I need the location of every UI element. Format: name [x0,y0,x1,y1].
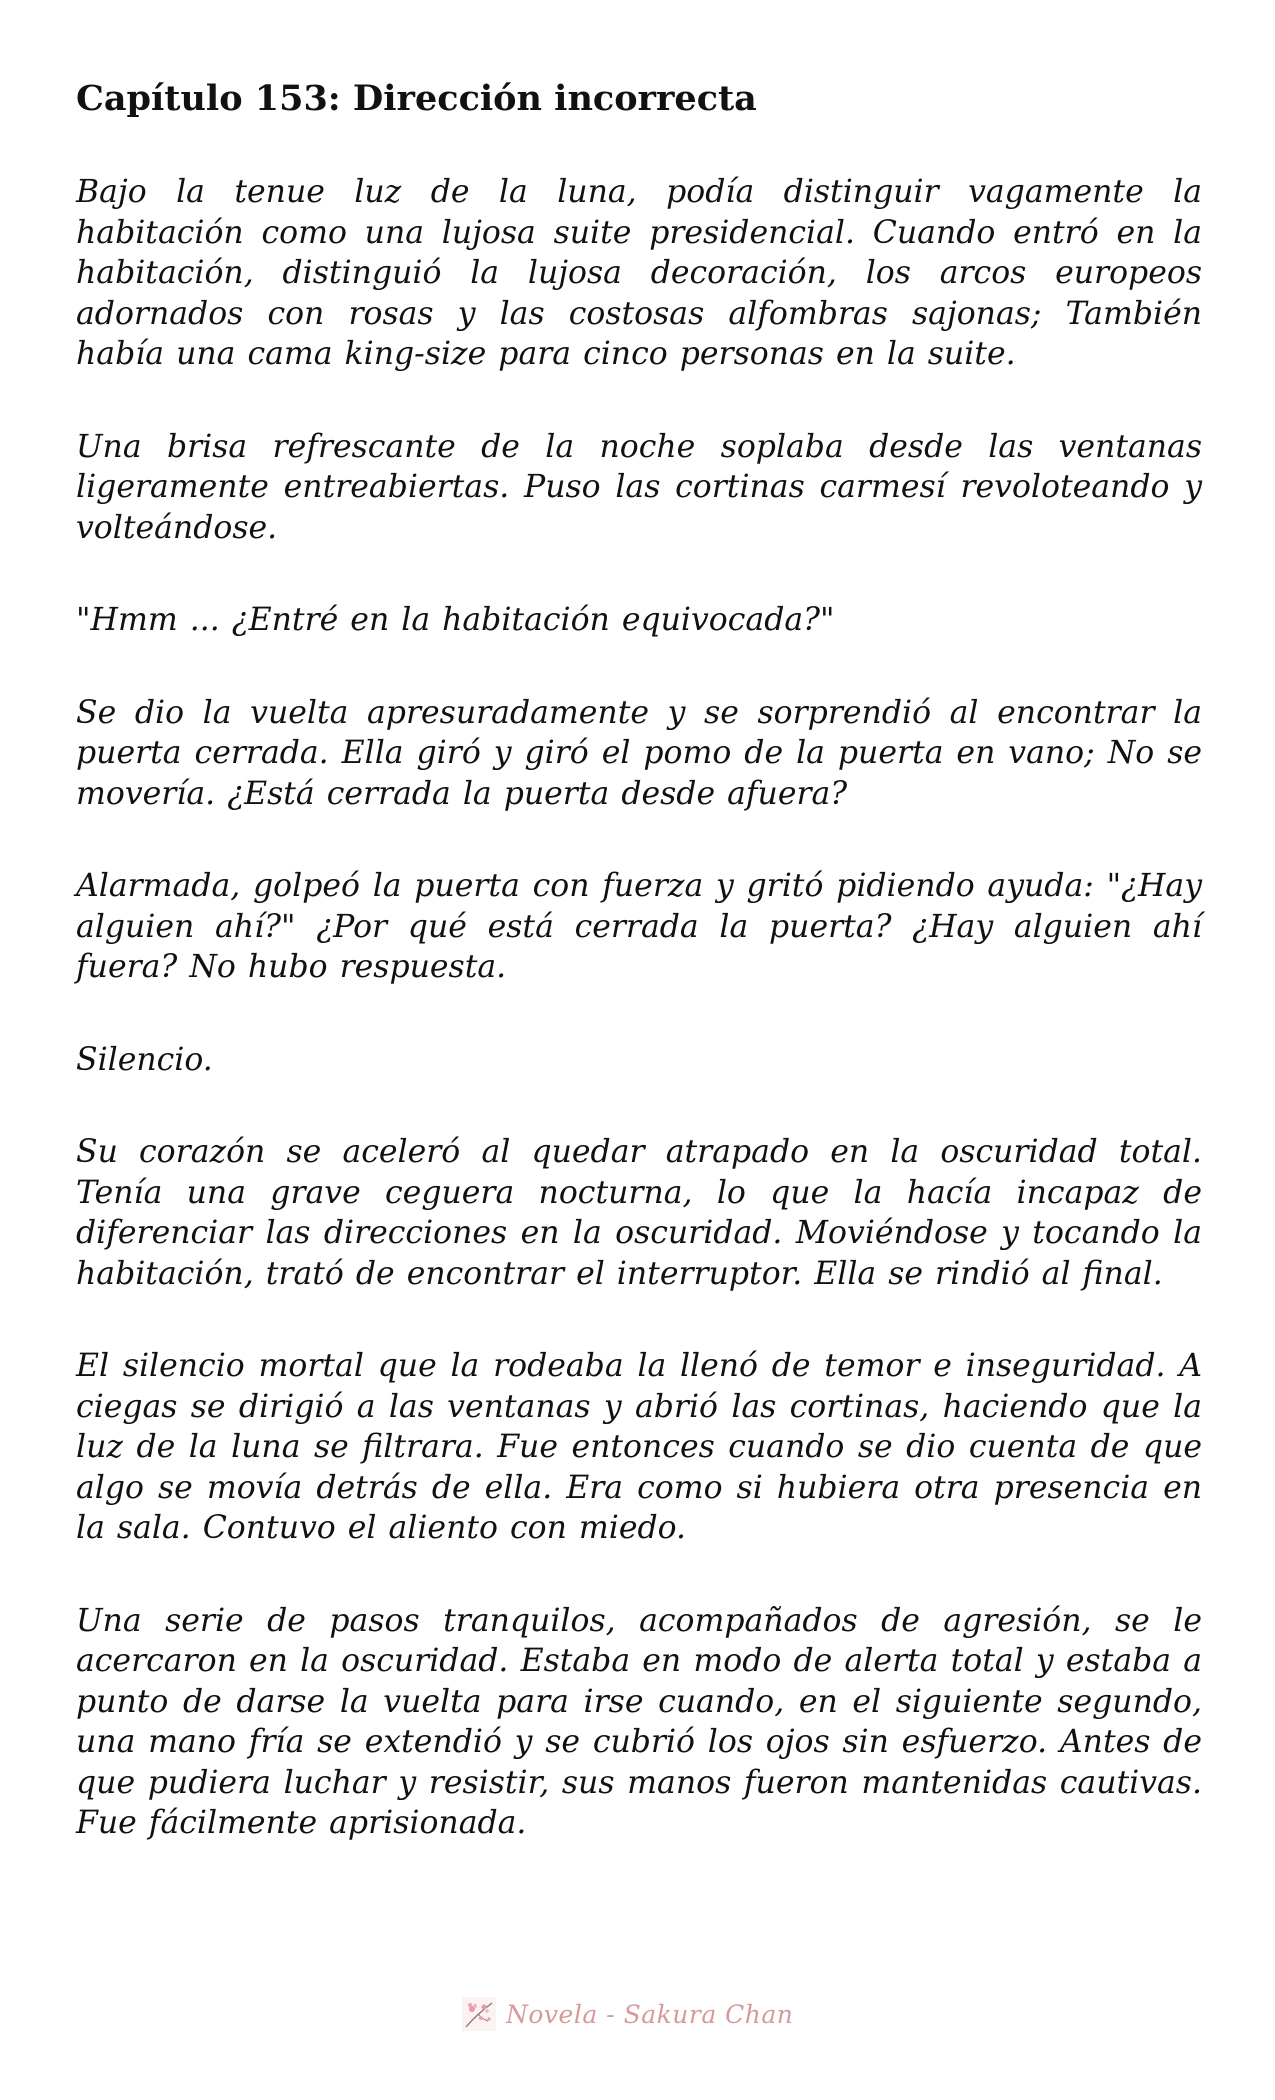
chapter-title: Capítulo 153: Dirección incorrecta [76,78,757,119]
paragraph: Una brisa refrescante de la noche soplaba desde las ventanas ligeramente entreabiertas. Puso las cortinas carmesí revoloteando y volteándose. [76,428,1202,546]
paragraph: Se dio la vuelta apresuradamente y se sorprendió al encontrar la puerta cerrada. Ella giró y giró el pomo de la puerta en vano; No se movería. ¿Está cerrada la puerta desde afuera? [76,694,1202,812]
footer-watermark [462,1992,793,2036]
paragraph: Una serie de pasos tranquilos, acompañados de agresión, se le acercaron en la oscuridad. Estaba en modo de alerta total y estaba a punto de darse la vuelta para irse cuando, en el siguiente segundo, una mano fría se extendió y se cubrió los ojos sin esfuerzo. Antes de que pudiera luchar y resistir, sus manos fueron mantenidas cautivas. Fue fácilmente aprisionada. [76,1602,1202,1841]
chapter-body [76,172,1202,1896]
paragraph: El silencio mortal que la rodeaba la llenó de temor e inseguridad. A ciegas se dirigió a las ventanas y abrió las cortinas, haciendo que la luz de la luna se filtrara. Fue entonces cuando se dio cuenta de que algo se movía detrás de ella. Era como si hubiera otra presencia en la sala. Contuvo el aliento con miedo. [76,1348,1202,1546]
paragraph: Su corazón se aceleró al quedar atrapado en la oscuridad total. Tenía una grave ceguera nocturna, lo que la hacía incapaz de diferenciar las direcciones en la oscuridad. Moviéndose y tocando la habitación, trató de encontrar el interruptor. Ella se rindió al final. [76,1134,1202,1292]
paragraph: Alarmada, golpeó la puerta con fuerza y gritó pidiendo ayuda: "¿Hay alguien ahí?" ¿Por qué está cerrada la puerta? ¿Hay alguien ahí fuera? No hubo respuesta. [76,868,1202,985]
paragraph: "Hmm ... ¿Entré en la habitación equivocada?" [76,602,835,638]
cherry-blossom-icon [462,1997,496,2031]
paragraph: Bajo la tenue luz de la luna, podía distinguir vagamente la habitación como una lujosa suite presidencial. Cuando entró en la habitación, distinguió la lujosa decoración, los arcos europeos adornados con rosas y las costosas alfombras sajonas; También había una cama king-size para cinco personas en la suite. [76,174,1202,372]
paragraph: Silencio. [76,1041,213,1078]
watermark-text: Novela - Sakura Chan [506,1999,794,2029]
